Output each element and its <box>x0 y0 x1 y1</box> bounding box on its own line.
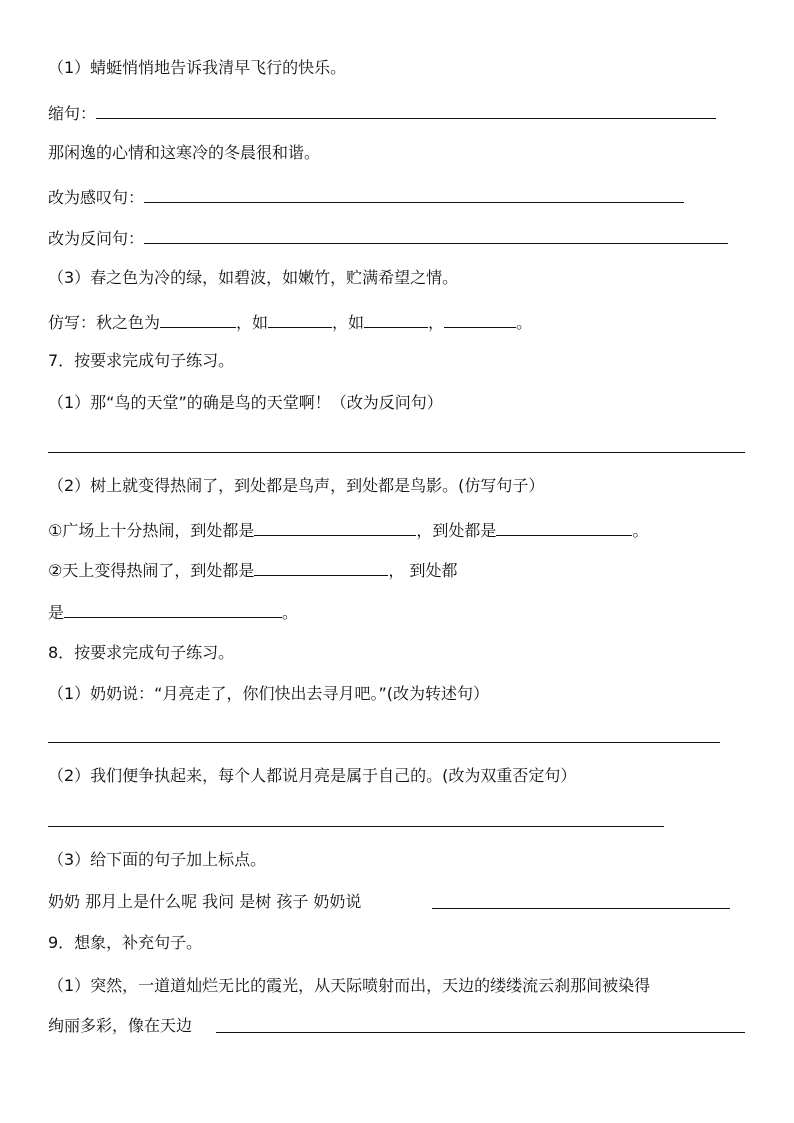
q3-ru-1: ，如 <box>236 313 269 332</box>
s7-2b-mid: ， 到处都 <box>388 561 458 580</box>
s9-1-cont-row <box>48 1016 192 1036</box>
q1-answer-blank[interactable] <box>96 102 716 119</box>
s7-1-answer-line[interactable] <box>48 452 745 453</box>
q3-imitation-row <box>48 311 532 331</box>
s8-2-answer-line[interactable] <box>48 826 664 827</box>
s7-2a-row <box>48 519 648 539</box>
s8-3-row <box>48 892 361 912</box>
s7-2a-start: ①广场上十分热闹，到处都是 <box>48 521 255 540</box>
s7-2b-end: 。 <box>282 603 299 622</box>
s7-2b-blank-2[interactable] <box>64 601 282 618</box>
q3-blank-1[interactable] <box>160 311 236 328</box>
s8-1-prompt: （1）奶奶说：“月亮走了，你们快出去寻月吧。”(改为转述句） <box>48 684 490 703</box>
s7-2b-cont-row <box>48 601 298 621</box>
s8-3-text: 奶奶 那月上是什么呢 我问 是树 孩子 奶奶说 <box>48 892 362 911</box>
q2-exclamation-blank[interactable] <box>144 186 684 203</box>
s7-2b-blank-1[interactable] <box>254 559 388 576</box>
s7-2b-cont: 是 <box>48 603 65 622</box>
s7-2a-blank-1[interactable] <box>254 519 416 536</box>
q1-label: 缩句： <box>48 104 97 123</box>
q3-blank-2[interactable] <box>268 311 332 328</box>
s8-3-prompt: （3）给下面的句子加上标点。 <box>48 850 267 869</box>
s7-2b-start: ②天上变得热闹了，到处都是 <box>48 561 255 580</box>
section-7-title: 7．按要求完成句子练习。 <box>48 351 235 370</box>
s7-2a-end: 。 <box>632 521 649 540</box>
q3-end: 。 <box>516 313 533 332</box>
q2-row-a <box>48 186 684 206</box>
section-8-title: 8．按要求完成句子练习。 <box>48 643 235 662</box>
s7-1-prompt: （1）那“鸟的天堂”的确是鸟的天堂啊！（改为反问句） <box>48 393 443 412</box>
q3-comma: ， <box>428 313 445 332</box>
s8-3-answer-blank[interactable] <box>432 908 730 909</box>
q3-blank-3[interactable] <box>364 311 428 328</box>
q2-label-exclamation: 改为感叹句： <box>48 188 145 207</box>
s8-2-prompt: （2）我们便争执起来，每个人都说月亮是属于自己的。(改为双重否定句） <box>48 766 577 785</box>
s9-1-cont: 绚丽多彩，像在天边 <box>48 1016 193 1035</box>
q1-sentence: （1）蜻蜓悄悄地告诉我清早飞行的快乐。 <box>48 58 347 77</box>
q3-blank-4[interactable] <box>444 311 516 328</box>
q2-sentence: 那闲逸的心情和这寒冷的冬晨很和谐。 <box>48 143 321 162</box>
section-9-title: 9．想象，补充句子。 <box>48 933 203 952</box>
q2-rhetorical-blank[interactable] <box>144 227 728 244</box>
q2-row-b <box>48 227 728 247</box>
s7-2-prompt: （2）树上就变得热闹了，到处都是鸟声，到处都是鸟影。(仿写句子） <box>48 476 545 495</box>
q1-row <box>48 102 716 122</box>
q3-sentence: （3）春之色为冷的绿，如碧波，如嫩竹，贮满希望之情。 <box>48 268 459 287</box>
q3-prefix: 仿写：秋之色为 <box>48 313 161 332</box>
q3-ru-2: ，如 <box>332 313 365 332</box>
s7-2a-blank-2[interactable] <box>496 519 632 536</box>
q2-label-rhetorical: 改为反问句： <box>48 229 145 248</box>
s9-1-prompt: （1）突然，一道道灿烂无比的霞光，从天际喷射而出，天边的缕缕流云刹那间被染得 <box>48 976 651 995</box>
s7-2a-mid: ，到处都是 <box>416 521 497 540</box>
s8-1-answer-line[interactable] <box>48 742 720 743</box>
s9-1-answer-blank[interactable] <box>216 1032 745 1033</box>
s7-2b-row <box>48 559 457 579</box>
